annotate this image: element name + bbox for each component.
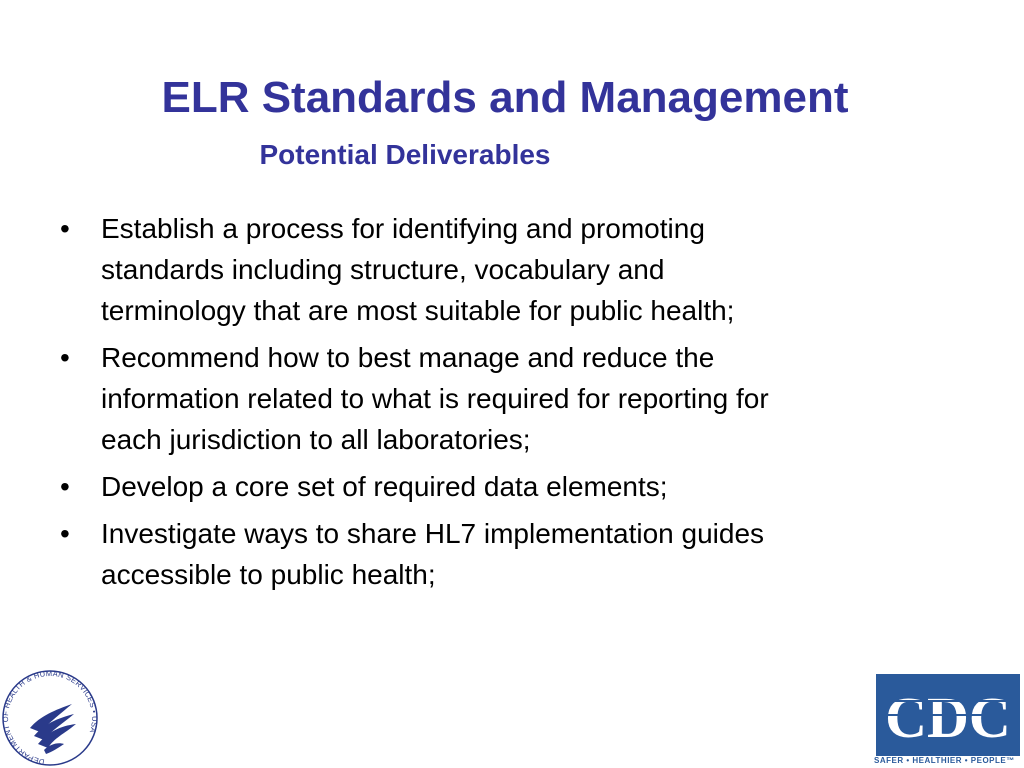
cdc-tagline: SAFER • HEALTHIER • PEOPLE™: [874, 756, 1015, 765]
bullet-line: information related to what is required for reporting for: [101, 383, 769, 414]
cdc-logo-graphic: [877, 675, 1019, 755]
bullet-line: Recommend how to best manage and reduce the: [101, 342, 715, 373]
bullet-item: [57, 466, 957, 507]
slide-subtitle: Potential Deliverables: [259, 139, 551, 170]
bullet-list: [57, 208, 957, 601]
bullet-line: Develop a core set of required data elements;: [101, 471, 668, 502]
bullet-item: [57, 337, 957, 460]
bullet-marker: •: [60, 518, 70, 549]
bullet-line: standards including structure, vocabulary and: [101, 254, 665, 285]
bullet-line: each jurisdiction to all laboratories;: [101, 424, 531, 455]
cdc-logo-box: [876, 674, 1020, 756]
hhs-seal-graphic: [0, 668, 100, 768]
bullet-item: [57, 208, 957, 331]
bullet-item: [57, 513, 957, 595]
bullet-line: terminology that are most suitable for public health;: [101, 295, 735, 326]
bullet-marker: •: [60, 471, 70, 502]
cdc-logo-text: CDC: [885, 685, 1011, 750]
bullet-line: Establish a process for identifying and promoting: [101, 213, 705, 244]
bullet-marker: •: [60, 213, 70, 244]
bullet-line: Investigate ways to share HL7 implementation guides: [101, 518, 765, 549]
hhs-ring-text: DEPARTMENT OF HEALTH & HUMAN SERVICES • USA: [0, 668, 100, 767]
cdc-logo-icon: [874, 672, 1024, 768]
slide-title: ELR Standards and Management: [161, 73, 849, 122]
bullet-line: accessible to public health;: [101, 559, 436, 590]
hhs-seal-icon: [0, 668, 100, 768]
bullet-marker: •: [60, 342, 70, 373]
